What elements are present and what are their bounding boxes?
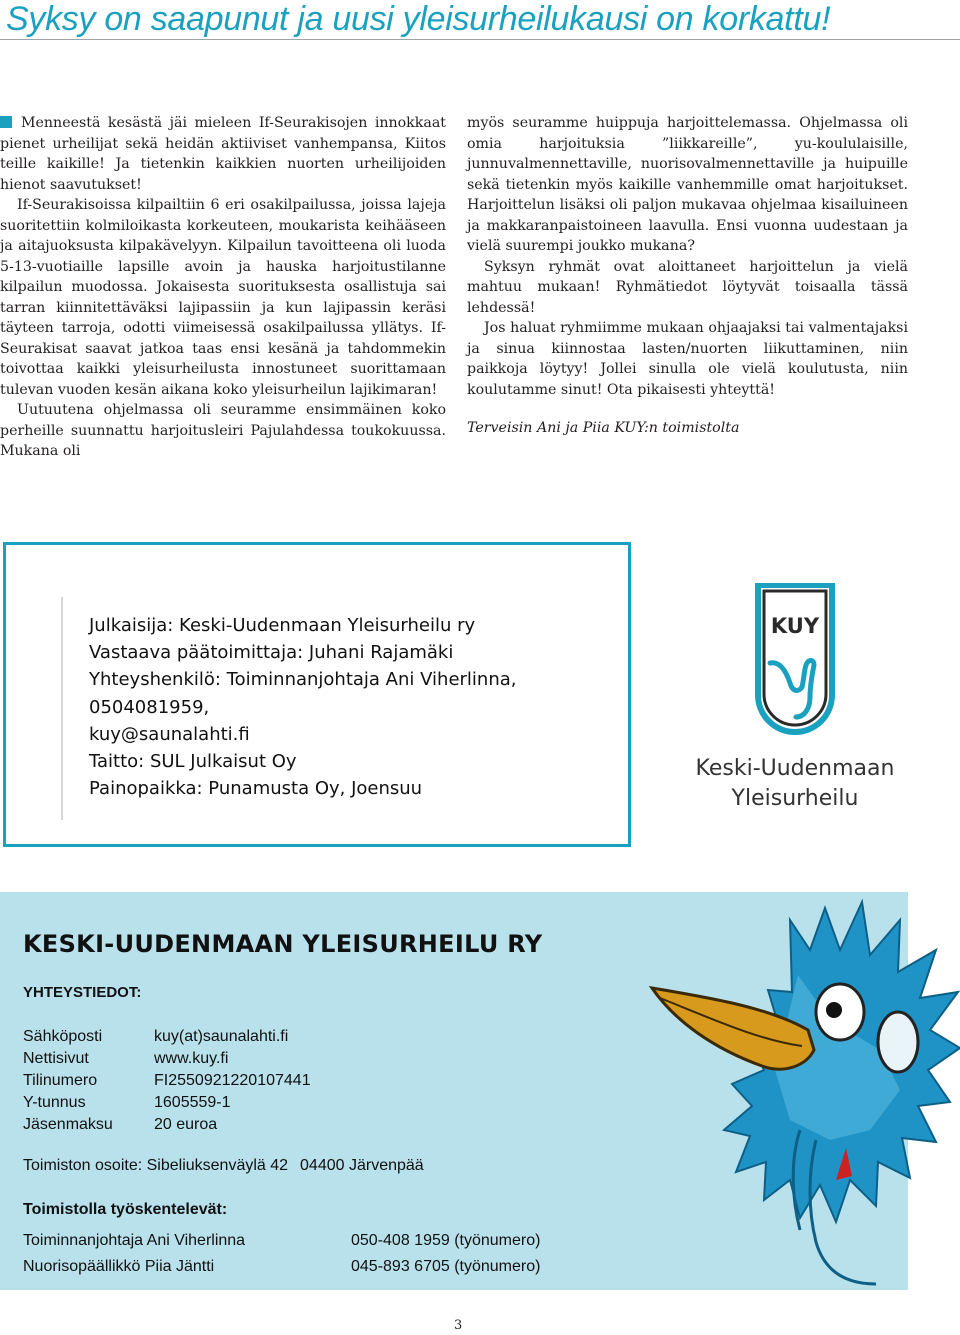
headline: Syksy on saapunut ja uusi yleisurheilukausi on korkattu! xyxy=(6,0,831,38)
office-address-street: Toimiston osoite: Sibeliuksenväylä 42 xyxy=(23,1157,289,1174)
contact-label: Nettisivut xyxy=(23,1050,89,1067)
article-paragraph: Jos haluat ryhmiimme mukaan ohjaajaksi tai valmentajaksi ja sinua kiinnostaa lasten/nuorten liikuttaminen, niin paikkoja löytyy! Jollei sinulla ole vielä koulutusta, niin koulutamme sinut! Ota pikaisesti yhteyttä! xyxy=(467,320,908,398)
page-number: 3 xyxy=(454,1318,463,1333)
article-paragraph: If-Seurakisoissa kilpailtiin 6 eri osakilpailussa, joissa lajeja suoritettiin kolmiloikasta korkeuteen, moukarista keihääseen ja aitajuoksusta kilpakävelyyn. Kilpailun tavoitteena oli luoda 5-13-vuotiaille lapsille avoin ja hauska harjoitustilanne kilpailun muodossa. Jokaisesta suorituksesta osallistuja sai tarran kiinnitettäväksi lajipassiin ja kun lajipassin keräsi täyteen tarroja, odotti viimeisessä osakilpailussa yllätys. If-Seurakisat saavat jatkoa taas ensi kesänä ja tahdommekin toivottaa kaikki yleisurheilusta innostuneet suorittamaan tulevan vuoden kesän aikana koko yleisurheilun lajikimaran! xyxy=(0,197,446,398)
contact-value[interactable]: kuy(at)saunalahti.fi xyxy=(154,1028,289,1045)
article-signoff: Terveisin Ani ja Piia KUY:n toimistolta xyxy=(467,420,740,436)
contact-label: Tilinumero xyxy=(23,1072,98,1089)
office-address xyxy=(23,1157,424,1175)
headline-rule xyxy=(0,39,960,40)
contact-subtitle: YHTEYSTIEDOT: xyxy=(23,984,142,1001)
staff-role: Toiminnanjohtaja Ani Viherlinna xyxy=(23,1232,246,1249)
contact-value: 20 euroa xyxy=(154,1116,218,1133)
article-right-column xyxy=(467,113,908,439)
contact-value: 1605559-1 xyxy=(154,1094,231,1111)
contact-value[interactable]: www.kuy.fi xyxy=(154,1050,229,1067)
impressum-phone: 0504081959, xyxy=(89,696,210,718)
staff-heading: Toimistolla työskentelevät: xyxy=(23,1201,228,1218)
article-paragraph: Menneestä kesästä jäi mieleen If-Seurakisojen innokkaat pienet urheilijat sekä heidän aktiiviset vanhempansa, Kiitos teille kaikille! Ja tietenkin kaikkien nuorten urheilijoiden hienot saavutukset! xyxy=(0,115,446,193)
impressum-editor: Vastaava päätoimittaja: Juhani Rajamäki xyxy=(89,642,454,664)
staff-role: Nuorisopäällikkö Piia Jäntti xyxy=(23,1258,215,1275)
logo-name-line1: Keski-Uudenmaan xyxy=(695,756,895,781)
impressum-contact-person: Yhteyshenkilö: Toiminnanjohtaja Ani Viherlinna, xyxy=(89,669,517,691)
impressum-printer: Painopaikka: Punamusta Oy, Joensuu xyxy=(89,778,423,800)
article-left-column xyxy=(0,113,446,462)
impressum-layout: Taitto: SUL Julkaisut Oy xyxy=(89,751,297,773)
contact-label: Y-tunnus xyxy=(23,1094,86,1111)
article-paragraph: Syksyn ryhmät ovat aloittaneet harjoittelun ja vielä mahtuu mukaan! Ryhmätiedot löytyvät toisaalla tässä lehdessä! xyxy=(467,258,908,316)
impressum-email[interactable]: kuy@saunalahti.fi xyxy=(89,723,250,745)
bullet-square-icon xyxy=(0,116,12,128)
contact-value: FI2550921220107441 xyxy=(154,1072,311,1089)
hedgehog-mascot-icon xyxy=(640,880,960,1290)
kuy-logo-name xyxy=(672,754,918,814)
contact-title: KESKI-UUDENMAAN YLEISURHEILU RY xyxy=(23,930,543,958)
article-paragraph: myös seuramme huippuja harjoittelemassa. Ohjelmassa oli omia harjoituksia ”liikkareille”, yu-koululaisille, junnuvalmennettaville, nuorisovalmennettaville ja huipuille sekä tietenkin myös kaikille vanhemmille omat harjoitukset. Harjoittelun lisäksi oli paljon mukavaa ohjelmaa kisailuineen ja makkaranpaistoineen laavulla. Ensi vuonna uudestaan ja vielä suurempi joukko mukana? xyxy=(467,115,908,254)
impressum-text xyxy=(89,612,517,802)
impressum-publisher: Julkaisija: Keski-Uudenmaan Yleisurheilu ry xyxy=(89,615,476,636)
staff-phone: 045-893 6705 (työnumero) xyxy=(351,1258,541,1275)
svg-text:KUY: KUY xyxy=(770,614,820,638)
kuy-logo-icon xyxy=(750,583,840,743)
article-paragraph: Uutuutena ohjelmassa oli seuramme ensimmäinen koko perheille suunnattu harjoitusleiri Pajulahdessa toukokuussa. Mukana oli xyxy=(0,402,446,459)
logo-name-line2: Yleisurheilu xyxy=(731,786,859,811)
contact-label: Sähköposti xyxy=(23,1028,103,1045)
contact-label: Jäsenmaksu xyxy=(23,1116,113,1133)
staff-phone: 050-408 1959 (työnumero) xyxy=(351,1232,541,1249)
impressum-divider xyxy=(61,597,63,820)
office-address-postal: 04400 Järvenpää xyxy=(300,1157,424,1174)
